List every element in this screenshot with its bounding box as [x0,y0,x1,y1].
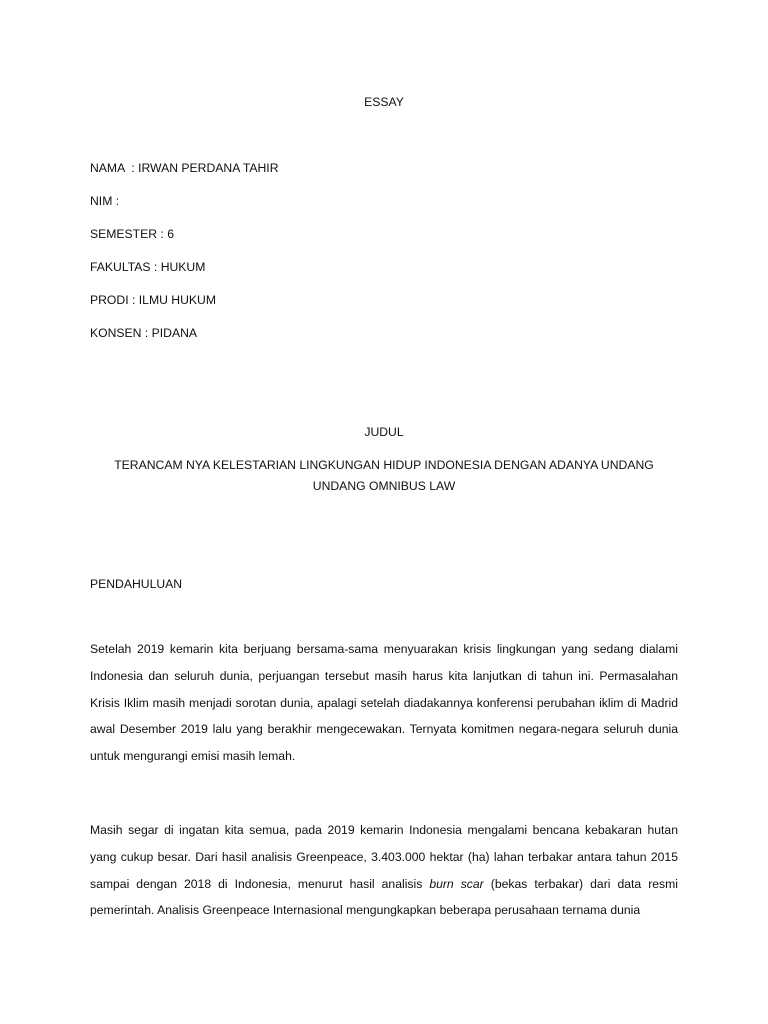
essay-title: TERANCAM NYA KELESTARIAN LINGKUNGAN HIDUP INDONESIA DENGAN ADANYA UNDANG UNDANG OMNIBUS LAW [114,458,654,493]
identity-line-konsen [90,325,197,341]
identity-label: NIM [90,194,113,208]
identity-separator: : [128,293,139,307]
identity-value: 6 [167,227,174,241]
title-label: JUDUL [364,425,404,439]
identity-value: HUKUM [160,260,206,274]
section-heading: PENDAHULUAN [90,577,183,591]
identity-line-nim [90,193,119,209]
identity-value: PIDANA [151,326,198,340]
paragraph-2 [90,817,678,924]
identity-line-semester [90,226,174,242]
identity-value: IRWAN PERDANA TAHIR [138,161,279,175]
paragraph-2-emphasis: burn scar [429,876,484,891]
identity-line-nama [90,160,279,176]
identity-separator: : [141,326,152,340]
identity-line-prodi [90,292,216,308]
identity-value: ILMU HUKUM [138,293,216,307]
identity-label: PRODI [90,293,129,307]
identity-label: KONSEN [90,326,142,340]
paragraph-2-text-continued: (bekas terbakar) dari data resmi pemerintah. Analisis Greenpeace Internasional mengungkapkan beberapa perusahaan ternama dunia [90,876,678,918]
essay-label: ESSAY [364,95,404,109]
paragraph-2-text: Masih segar di ingatan kita semua, pada 2019 kemarin Indonesia mengalami bencana kebakaran hutan yang cukup besar. Dari hasil analisis Greenpeace, 3.403.000 hektar (ha) lahan terbakar antara tahun 2015 sampai dengan 2018 di Indonesia, menurut hasil analisis [90,823,678,891]
paragraph-1: Setelah 2019 kemarin kita berjuang bersama-sama menyuarakan krisis lingkungan yang sedang dialami Indonesia dan seluruh dunia, perjuangan tersebut masih harus kita lanjutkan di tahun ini. Permasalahan Krisis Iklim masih menjadi sorotan dunia, apalagi setelah diadakannya konferensi perubahan iklim di Madrid awal Desember 2019 lalu yang berakhir mengecewakan. Ternyata komitmen negara-negara seluruh dunia untuk mengurangi emisi masih lemah. [90,642,678,764]
identity-separator: : [112,194,120,208]
identity-label: NAMA [90,161,125,175]
identity-separator: : [157,227,168,241]
identity-separator: : [150,260,161,274]
identity-label: FAKULTAS [90,260,151,274]
identity-separator: : [124,161,139,175]
identity-label: SEMESTER [90,227,158,241]
identity-line-fakultas [90,259,205,275]
